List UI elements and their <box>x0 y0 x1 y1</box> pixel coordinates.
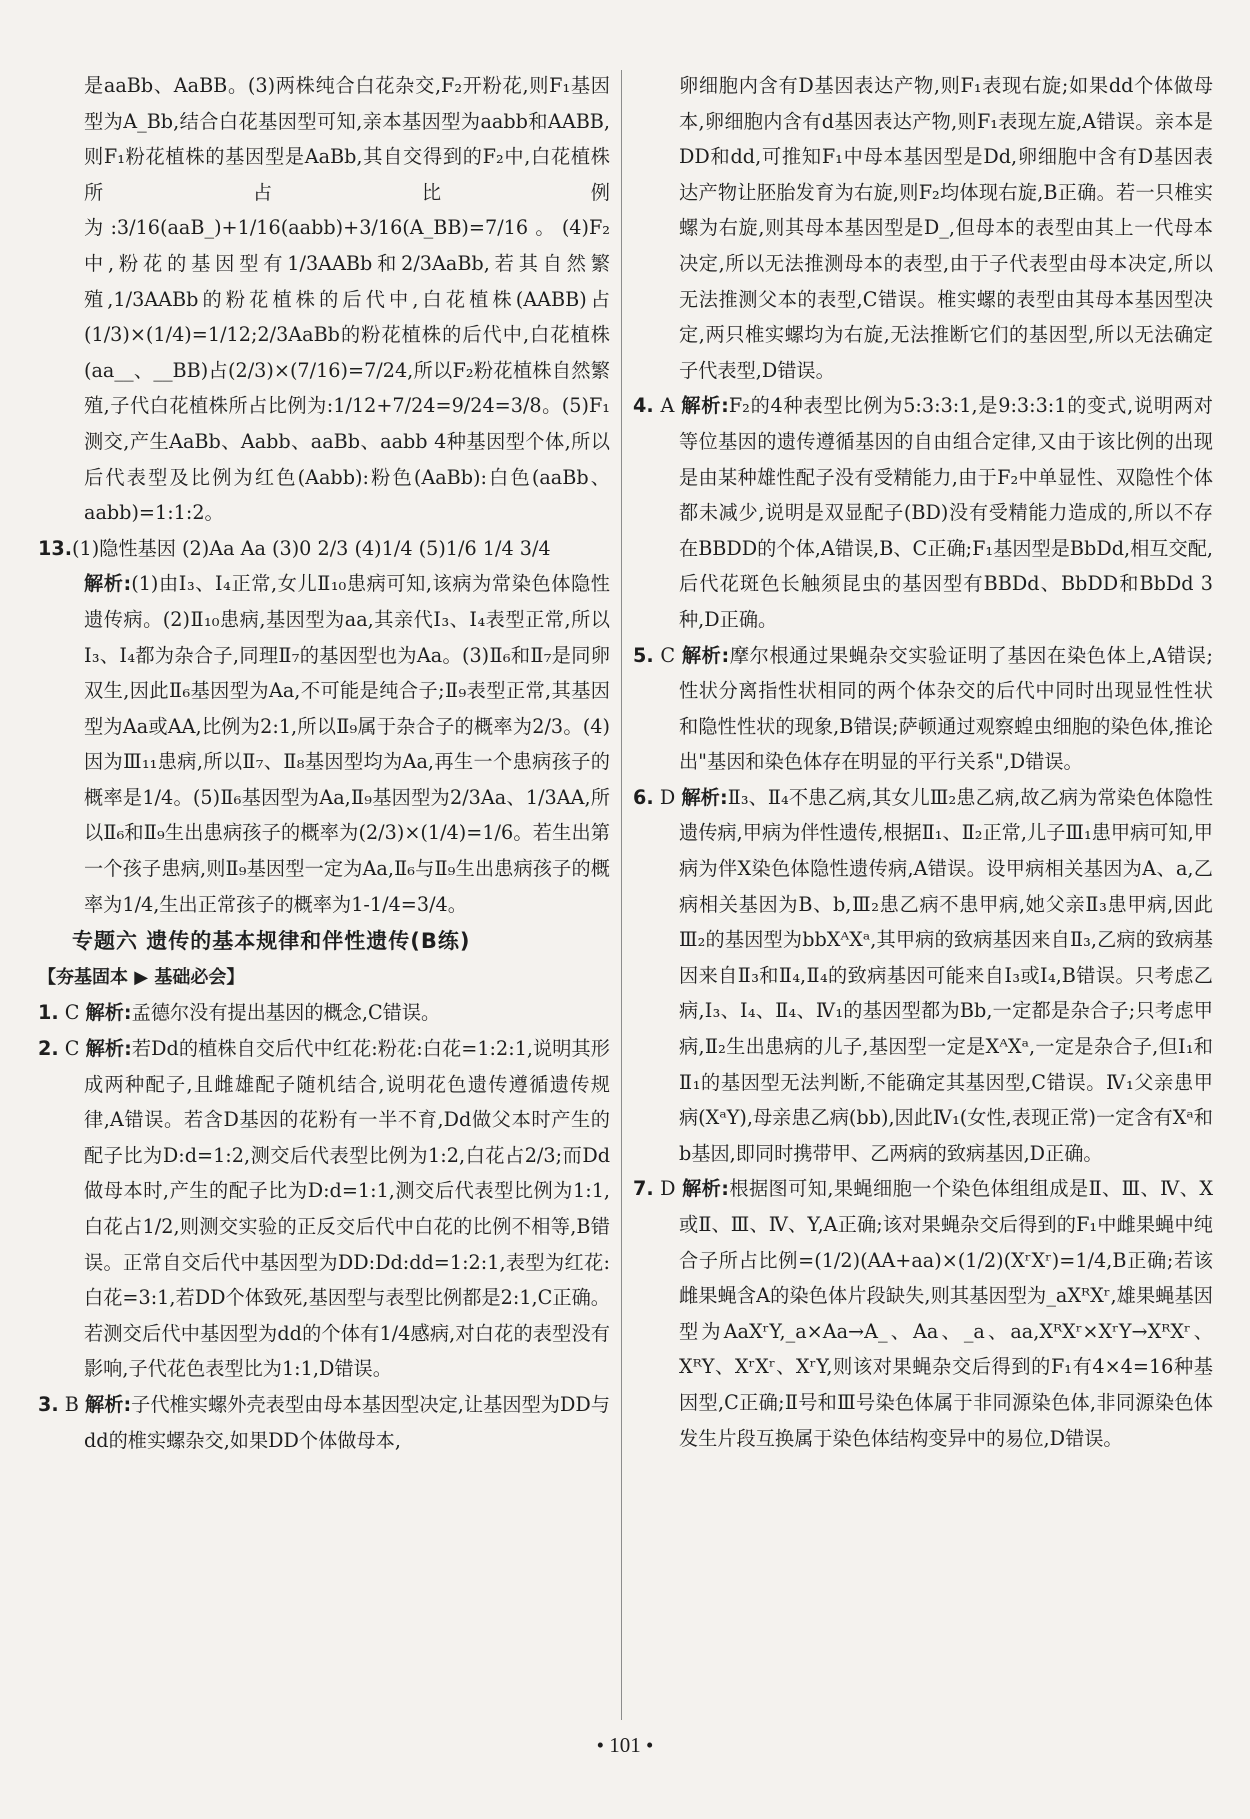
explanation-text: 孟德尔没有提出基因的概念,C错误。 <box>131 1001 441 1025</box>
answer-item-5 <box>633 638 1213 780</box>
answer-item-1 <box>38 995 610 1031</box>
item-number: 6. <box>633 785 654 809</box>
section-title: 专题六 遗传的基本规律和伴性遗传(B练) <box>72 929 471 954</box>
item-answer: C <box>64 1037 80 1061</box>
explanation-text: 子代椎实螺外壳表型由母本基因型决定,让基因型为DD与dd的椎实螺杂交,如果DD个体做母本, <box>84 1392 610 1452</box>
explanation-text: Ⅱ₃、Ⅱ₄不患乙病,其女儿Ⅲ₂患乙病,故乙病为常染色体隐性遗传病,甲病为伴性遗传,根据Ⅱ₁、Ⅱ₂正常,儿子Ⅲ₁患甲病可知,甲病为伴X染色体隐性遗传病,A错误。设甲病相关基因为A、a,乙病相关基因为B、b,Ⅲ₂患乙病不患甲病,她父亲Ⅱ₃患甲病,因此Ⅲ₂的基因型为bbXᴬXᵃ,其甲病的致病基因来自Ⅱ₃,乙病的致病基因来自Ⅱ₃和Ⅱ₄,Ⅱ₄的致病基因可能来自Ⅰ₃或Ⅰ₄,B错误。只考虑乙病,Ⅰ₃、Ⅰ₄、Ⅱ₄、Ⅳ₁的基因型都为Bb,一定都是杂合子;只考虑甲病,Ⅱ₂生出患病的儿子,基因型一定是XᴬXᵃ,一定是杂合子,但Ⅰ₁和Ⅱ₁的基因型无法判断,不能确定其基因型,C错误。Ⅳ₁父亲患甲病(XᵃY),母亲患乙病(bb),因此Ⅳ₁(女性,表现正常)一定含有Xᵃ和b基因,即同时携带甲、乙两病的致病基因,D正确。 <box>679 785 1213 1165</box>
column-divider <box>621 70 622 1720</box>
page-number: • 101 • <box>596 1733 654 1757</box>
explanation-label: 解析: <box>681 785 728 809</box>
explanation-label: 解析: <box>681 643 730 667</box>
item-number: 2. <box>38 1037 59 1061</box>
section-subheading: 【夯基固本 ▶ 基础必会】 <box>38 966 245 988</box>
explanation-label: 解析: <box>85 1001 132 1025</box>
explanation-text: F₂的4种表型比例为5:3:3:1,是9:3:3:1的变式,说明两对等位基因的遗传遵循基因的自由组合定律,又由于该比例的出现是由某种雄性配子没有受精能力,由于F₂中单显性、双隐性个体都未减少,说明是双显配子(BD)没有受精能力造成的,所以不存在BBDD的个体,A错误,B、C正确;F₁基因型是BbDd,相互交配,后代花斑色长触须昆虫的基因型有BBDd、BbDD和BbDd 3种,D正确。 <box>679 394 1213 631</box>
item-answer: (1)隐性基因 (2)Aa Aa (3)0 2/3 (4)1/4 (5)1/6 1/4 3/4 <box>72 536 551 560</box>
answer-item-4 <box>633 388 1213 637</box>
right-column <box>633 68 1213 1456</box>
item-answer: D <box>659 785 676 809</box>
item-answer: C <box>64 1001 80 1025</box>
explanation-text: (1)由Ⅰ₃、Ⅰ₄正常,女儿Ⅱ₁₀患病可知,该病为常染色体隐性遗传病。(2)Ⅱ₁₀患病,基因型为aa,其亲代Ⅰ₃、Ⅰ₄表型正常,所以Ⅰ₃、Ⅰ₄都为杂合子,同理Ⅱ₇的基因型也为Aa。(3)Ⅱ₆和Ⅱ₇是同卵双生,因此Ⅱ₆基因型为Aa,不可能是纯合子;Ⅱ₉表型正常,其基因型为Aa或AA,比例为2:1,所以Ⅱ₉属于杂合子的概率为2/3。(4)因为Ⅲ₁₁患病,所以Ⅱ₇、Ⅱ₈基因型均为Aa,再生一个患病孩子的概率是1/4。(5)Ⅱ₆基因型为Aa,Ⅱ₉基因型为2/3Aa、1/3AA,所以Ⅱ₆和Ⅱ₉生出患病孩子的概率为(2/3)×(1/4)=1/6。若生出第一个孩子患病,则Ⅱ₉基因型一定为Aa,Ⅱ₆与Ⅱ₉生出患病孩子的概率为1/4,生出正常孩子的概率为1-1/4=3/4。 <box>84 572 610 916</box>
item-number: 3. <box>38 1392 59 1416</box>
explanation-label: 解析: <box>681 394 729 418</box>
left-column <box>38 68 610 1458</box>
explanation-label: 解析: <box>85 1392 132 1416</box>
answer-item-13 <box>38 531 610 567</box>
answer-item-3 <box>38 1387 610 1458</box>
continued-explanation: 卵细胞内含有D基因表达产物,则F₁表现右旋;如果dd个体做母本,卵细胞内含有d基因表达产物,则F₁表现左旋,A错误。亲本是DD和dd,可推知F₁中母本基因型是Dd,卵细胞中含有D基因表达产物让胚胎发育为右旋,则F₂均体现右旋,B正确。若一只椎实螺为右旋,则其母本基因型是D_,但母本的表型由其上一代母本决定,所以无法推测母本的表型,由于子代表型由母本决定,所以无法推测父本的表型,C错误。椎实螺的表型由其母本基因型决定,两只椎实螺均为右旋,无法推断它们的基因型,所以无法确定子代表型,D错误。 <box>679 74 1213 382</box>
item-answer: C <box>660 643 676 667</box>
answer-item-7 <box>633 1171 1213 1456</box>
item-explanation <box>38 566 610 922</box>
item-answer: B <box>64 1392 79 1416</box>
item-number: 13. <box>38 536 72 560</box>
item-number: 1. <box>38 1001 59 1025</box>
explanation-text: 若Dd的植株自交后代中红花:粉花:白花=1:2:1,说明其形成两种配子,且雌雄配子随机结合,说明花色遗传遵循遗传规律,A错误。若含D基因的花粉有一半不育,Dd做父本时产生的配子比为D:d=1:2,测交后代表型比例为1:2,白花占2/3;而Dd做母本时,产生的配子比为D:d=1:1,测交后代表型比例为1:1,白花占1/2,则测交实验的正反交后代中白花的比例不相等,B错误。正常自交后代中基因型为DD:Dd:dd=1:2:1,表型为红花:白花=3:1,若DD个体致死,基因型与表型比例都是2:1,C正确。若测交后代中基因型为dd的个体有1/4感病,对白花的表型没有影响,子代花色表型比为1:1,D错误。 <box>84 1037 610 1381</box>
explanation-label: 解析: <box>682 1177 729 1201</box>
answer-item-6 <box>633 780 1213 1172</box>
item-answer: A <box>660 394 675 418</box>
explanation-label: 解析: <box>85 1037 132 1061</box>
item-number: 7. <box>633 1177 654 1201</box>
explanation-label: 解析: <box>84 572 132 596</box>
item-answer: D <box>660 1177 676 1201</box>
item-number: 5. <box>633 643 654 667</box>
explanation-text: 摩尔根通过果蝇杂交实验证明了基因在染色体上,A错误;性状分离指性状相同的两个体杂交的后代中同时出现显性性状和隐性性状的现象,B错误;萨顿通过观察蝗虫细胞的染色体,推论出"基因和染色体存在明显的平行关系",D错误。 <box>679 643 1213 774</box>
answer-item-2 <box>38 1031 610 1387</box>
continued-explanation: 是aaBb、AaBB。(3)两株纯合白花杂交,F₂开粉花,则F₁基因型为A_Bb,结合白花基因型可知,亲本基因型为aabb和AABB,则F₁粉花植株的基因型是AaBb,其自交得到的F₂中,白花植株所占比例为:3/16(aaB_)+1/16(aabb)+3/16(A_BB)=7/16。(4)F₂中,粉花的基因型有1/3AABb和2/3AaBb,若其自然繁殖,1/3AABb的粉花植株的后代中,白花植株(AABB)占(1/3)×(1/4)=1/12;2/3AaBb的粉花植株的后代中,白花植株(aa__、__BB)占(2/3)×(7/16)=7/24,所以F₂粉花植株自然繁殖,子代白花植株所占比例为:1/12+7/24=9/24=3/8。(5)F₁测交,产生AaBb、Aabb、aaBb、aabb 4种基因型个体,所以后代表型及比例为红色(Aabb):粉色(AaBb):白色(aaBb、aabb)=1:1:2。 <box>84 74 610 525</box>
item-number: 4. <box>633 394 654 418</box>
explanation-text: 根据图可知,果蝇细胞一个染色体组组成是Ⅱ、Ⅲ、Ⅳ、X或Ⅱ、Ⅲ、Ⅳ、Y,A正确;该对果蝇杂交后得到的F₁中雌果蝇中纯合子所占比例=(1/2)(AA+aa)×(1/2)(XʳXʳ)=1/4,B正确;若该雌果蝇含A的染色体片段缺失,则其基因型为_aXᴿXʳ,雄果蝇基因型为AaXʳY,_a×Aa→A_、Aa、_a、aa,XᴿXʳ×XʳY→XᴿXʳ、XᴿY、XʳXʳ、XʳY,则该对果蝇杂交后得到的F₁有4×4=16种基因型,C正确;Ⅱ号和Ⅲ号染色体属于非同源染色体,非同源染色体发生片段互换属于染色体结构变异中的易位,D错误。 <box>679 1177 1213 1450</box>
